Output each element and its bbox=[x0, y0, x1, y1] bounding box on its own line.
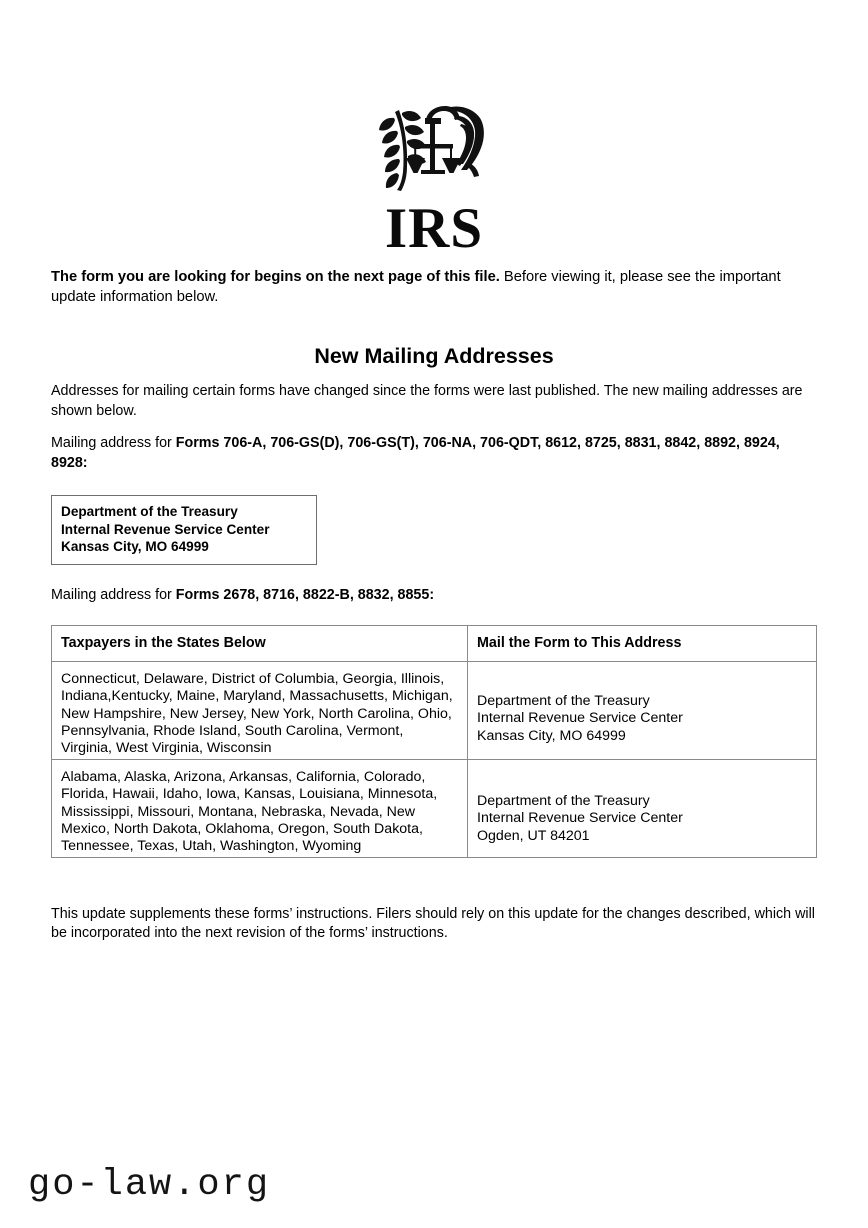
lead-paragraph bbox=[51, 268, 817, 307]
irs-logo bbox=[0, 100, 868, 260]
address-line-3: Ogden, UT 84201 bbox=[477, 827, 590, 844]
lead-rest-text: Before viewing it, please see the important update information below. bbox=[51, 269, 781, 305]
address-line-1: Department of the Treasury bbox=[477, 693, 650, 710]
intro-paragraph: Addresses for mailing certain forms have changed since the forms were last published. The new mailing addresses are shown below. bbox=[51, 383, 803, 419]
irs-wordmark: IRS bbox=[384, 197, 484, 260]
table-cell-states: Connecticut, Delaware, District of Columbia, Georgia, Illinois, Indiana,Kentucky, Maine, Maryland, Massachusetts, Michigan, New Hampshire, New Jersey, New York, North Carolina, Ohio, Pennsylvania, Rhode Island, South Carolina, Vermont, Virginia, West Virginia, Wisconsin bbox=[52, 662, 468, 760]
table-header-address: Mail the Form to This Address bbox=[468, 626, 817, 662]
watermark: go-law.org bbox=[28, 1164, 271, 1206]
forms-line-2-prefix: Mailing address for bbox=[51, 586, 176, 603]
address-line-2: Internal Revenue Service Center bbox=[477, 810, 683, 827]
address-box-line-2: Internal Revenue Service Center bbox=[61, 521, 270, 537]
address-line-1: Department of the Treasury bbox=[477, 793, 650, 810]
table-cell-states: Alabama, Alaska, Arizona, Arkansas, California, Colorado, Florida, Hawaii, Idaho, Iowa, Kansas, Louisiana, Minnesota, Mississippi, Missouri, Montana, Nebraska, Nevada, New Mexico, North Dakota, Oklahoma, Oregon, South Dakota, Tennessee, Texas, Utah, Washington, Wyoming bbox=[52, 760, 468, 858]
forms-line-2-list: Forms 2678, 8716, 8822-B, 8832, 8855: bbox=[175, 586, 435, 603]
table-cell-address bbox=[468, 662, 817, 760]
irs-eagle-scales-logo bbox=[375, 100, 493, 204]
mailing-address-table bbox=[51, 625, 817, 858]
footnote-paragraph: This update supplements these forms’ instructions. Filers should rely on this update for the changes described, which will be incorporated into the next revision of the forms’ instructions. bbox=[51, 906, 815, 942]
address-box-line-1: Department of the Treasury bbox=[61, 504, 238, 519]
table-header-row bbox=[52, 626, 817, 662]
table-header-states: Taxpayers in the States Below bbox=[52, 626, 468, 662]
table-row bbox=[52, 760, 817, 858]
table-row bbox=[52, 662, 817, 760]
page-title: New Mailing Addresses bbox=[314, 344, 554, 368]
forms-line-1 bbox=[51, 434, 817, 473]
forms-line-1-list: Forms 706-A, 706-GS(D), 706-GS(T), 706-NA, 706-QDT, 8612, 8725, 8831, 8842, 8892, 8924, 8928: bbox=[51, 435, 780, 471]
forms-line-1-prefix: Mailing address for bbox=[51, 435, 176, 451]
address-box-line-3: Kansas City, MO 64999 bbox=[61, 539, 209, 554]
table-cell-address bbox=[468, 760, 817, 858]
address-line-2: Internal Revenue Service Center bbox=[477, 710, 683, 727]
lead-bold-text: The form you are looking for begins on the next page of this file. bbox=[51, 269, 500, 285]
forms-line-2 bbox=[51, 586, 817, 606]
address-box bbox=[51, 495, 317, 565]
address-line-3: Kansas City, MO 64999 bbox=[477, 727, 626, 744]
document-body bbox=[51, 268, 817, 958]
